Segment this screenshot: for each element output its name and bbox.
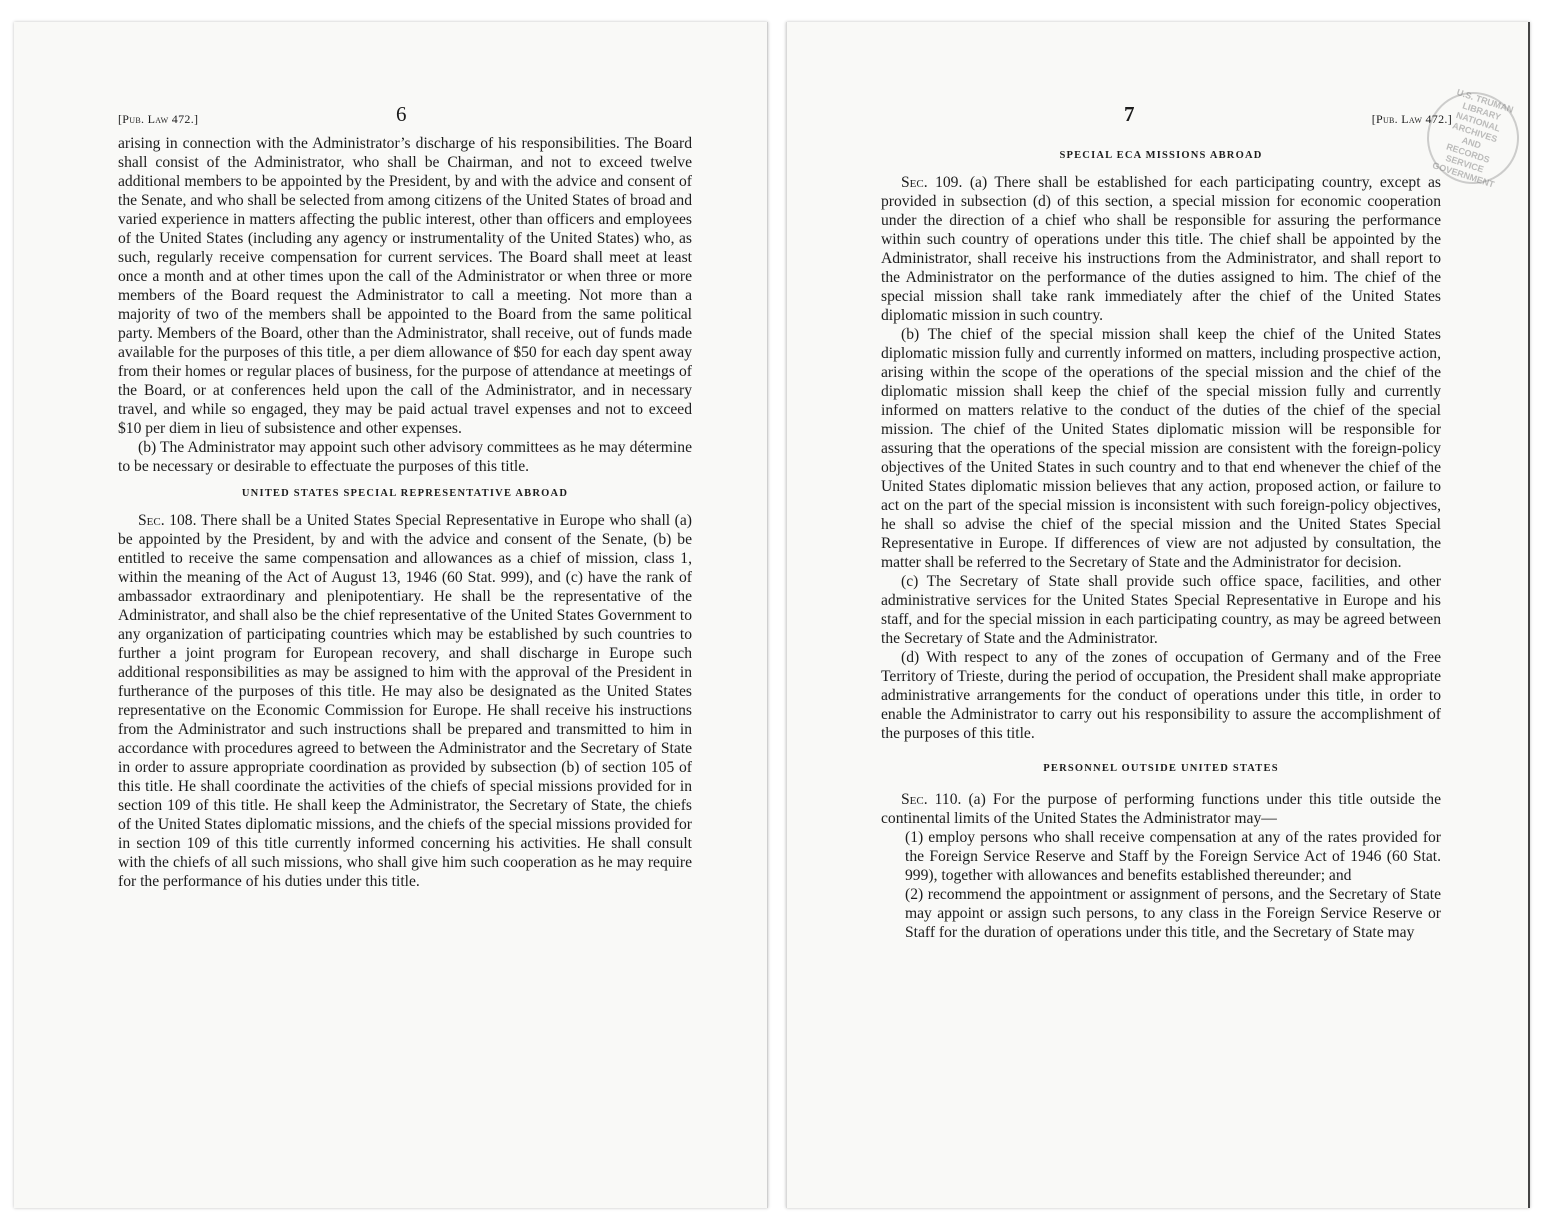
left-law-reference: [Pub. Law 472.]: [118, 112, 199, 126]
right-page-number: 7: [1124, 102, 1135, 126]
right-list-item-2: (2) recommend the appointment or assignment of persons, and the Secretary of State may appoint or assign such persons, to any class in the Foreign Service Reserve or Staff for the duration of operations under this title, and the Secretary of State may: [905, 886, 1441, 941]
right-paragraph-sec-109c: (c) The Secretary of State shall provide such office space, facilities, and other administrative services for the United States Special Representative in Europe and his staff, and for the special mission in each participating country, as may be agreed between the Secretary of State and the Administrator.: [881, 573, 1441, 647]
sec-110-label: Sec. 110.: [901, 791, 962, 808]
left-page: [14, 22, 768, 1208]
right-paragraph-sec-110a: [881, 790, 1441, 828]
right-page-header: [787, 102, 1528, 128]
right-page-body: [881, 130, 1441, 942]
left-paragraph-board: arising in connection with the Administrator’s discharge of his responsibilities. The Board shall consist of the Administrator, who shall be Chairman, and not to exceed twelve additional members to be appointed by the President, by and with the advice and consent of the Senate, and who shall be selected from among citizens of the United States of broad and varied experience in matters affecting the public interest, other than officers and employees of the United States (including any agency or instrumentality of the United States) who, as such, regularly receive compensation for current services. The Board shall meet at least once a month and at other times upon the call of the Administrator or when three or more members of the Board request the Administrator to call a meeting. Not more than a majority of two of the members shall be appointed to the Board from the same political party. Members of the Board, other than the Administrator, shall receive, out of funds made available for the purposes of this title, a per diem allowance of $50 for each day spent away from their homes or regular places of business, for the purpose of attendance at meetings of the Board, or at conferences held upon the call of the Administrator, and in necessary travel, and while so engaged, they may be paid actual travel expenses and not to exceed $10 per diem in lieu of subsistence and other expenses.: [118, 135, 692, 437]
sec-110a-text: (a) For the purpose of performing functions under this title outside the continental limits of the United States the Administrator may—: [881, 791, 1442, 827]
left-page-number: 6: [396, 102, 407, 126]
sec-109a-text: (a) There shall be established for each participating country, except as provided in subsection (d) of this section, a special mission for economic cooperation under the direction of a chief who shall be responsible for assuring the performance within such country of operations under this title. The chief shall be appointed by the Administrator, shall receive his instructions from the Administrator, and shall report to the Administrator on the performance of the duties assigned to him. The chief of the special mission shall take rank immediately after the chief of the United States diplomatic mission in such country.: [881, 174, 1441, 324]
left-page-body: [118, 134, 692, 891]
right-paragraph-sec-109a: [881, 173, 1441, 325]
sec-108-text: There shall be a United States Special Representative in Europe who shall (a) be appointed by the President, by and with the advice and consent of the Senate, (b) be entitled to receive the same compensation and allowances as a chief of mission, class 1, within the meaning of the Act of August 13, 1946 (60 Stat. 999), and (c) have the rank of ambassador extraordinary and plenipotentiary. He shall be the representative of the Administrator, and shall also be the chief representative of the United States Government to any organization of participating countries which may be established by such countries to further a joint program for European recovery, and shall discharge in Europe such additional responsibilities as may be assigned to him with the approval of the President in furtherance of the purposes of this title. He may also be designated as the United States representative on the Economic Commission for Europe. He shall receive his instructions from the Administrator and such instructions shall be prepared and transmitted to him in accordance with procedures agreed to between the Administrator and the Secretary of State in order to assure appropriate coordination as provided by subsection (b) of section 105 of this title. He shall coordinate the activities of the chiefs of special missions provided for in section 109 of this title. He shall keep the Administrator, the Secretary of State, the chiefs of the United States diplomatic missions, and the chiefs of the special missions provided for in section 109 of this title currently informed concerning his activities. He shall consult with the chiefs of all such missions, who shall give him such cooperation as he may require for the performance of his duties under this title.: [118, 512, 692, 890]
right-paragraph-sec-109b: (b) The chief of the special mission shall keep the chief of the United States diplomatic mission fully and currently informed on matters, including prospective action, arising within the scope of the operations of the special mission and the chief of the diplomatic mission shall keep the chief of the special mission fully and currently informed on matters relative to the conduct of the duties of the chief of the special mission. The chief of the United States diplomatic mission will be responsible for assuring that the operations of the special mission are consistent with the foreign-policy objectives of the United States in such country and to that end whenever the chief of the United States diplomatic mission believes that any action, proposed action, or failure to act on the part of the special mission is inconsistent with such foreign-policy objectives, he shall so advise the chief of the special mission and the United States Special Representative in Europe. If differences of view are not adjusted by consultation, the matter shall be referred to the Secretary of State and the Administrator for decision.: [881, 326, 1441, 571]
right-paragraph-sec-109d: (d) With respect to any of the zones of occupation of Germany and of the Free Territory of Trieste, during the period of occupation, the President shall make appropriate administrative arrangements for the conduct of operations under this title, in order to enable the Administrator to carry out his responsibility to assure the accomplishment of the purposes of this title.: [881, 649, 1441, 742]
right-page: [786, 22, 1530, 1208]
section-heading-special-representative: UNITED STATES SPECIAL REPRESENTATIVE ABROAD: [241, 488, 569, 499]
section-heading-personnel: PERSONNEL OUTSIDE UNITED STATES: [1043, 763, 1279, 774]
right-list-item-1: (1) employ persons who shall receive compensation at any of the rates provided for the Foreign Service Reserve and Staff by the Foreign Service Act of 1946 (60 Stat. 999), together with allowances and benefits established thereunder; and: [905, 829, 1441, 884]
left-paragraph-sec-108: [118, 511, 692, 891]
right-law-reference: [Pub. Law 472.]: [1371, 112, 1452, 126]
archive-stamp-text: U.S. TRUMAN LIBRARY NATIONAL ARCHIVES AND RECORDS SERVICE GOVERNMENT: [1431, 87, 1515, 190]
left-paragraph-advisory-committees: (b) The Administrator may appoint such other advisory committees as he may détermine to be necessary or desirable to effectuate the purposes of this title.: [118, 439, 692, 475]
sec-108-label: Sec. 108.: [138, 512, 197, 529]
section-heading-eca-missions: SPECIAL ECA MISSIONS ABROAD: [1059, 150, 1263, 161]
left-page-header: [14, 102, 767, 128]
sec-109-label: Sec. 109.: [901, 174, 963, 191]
